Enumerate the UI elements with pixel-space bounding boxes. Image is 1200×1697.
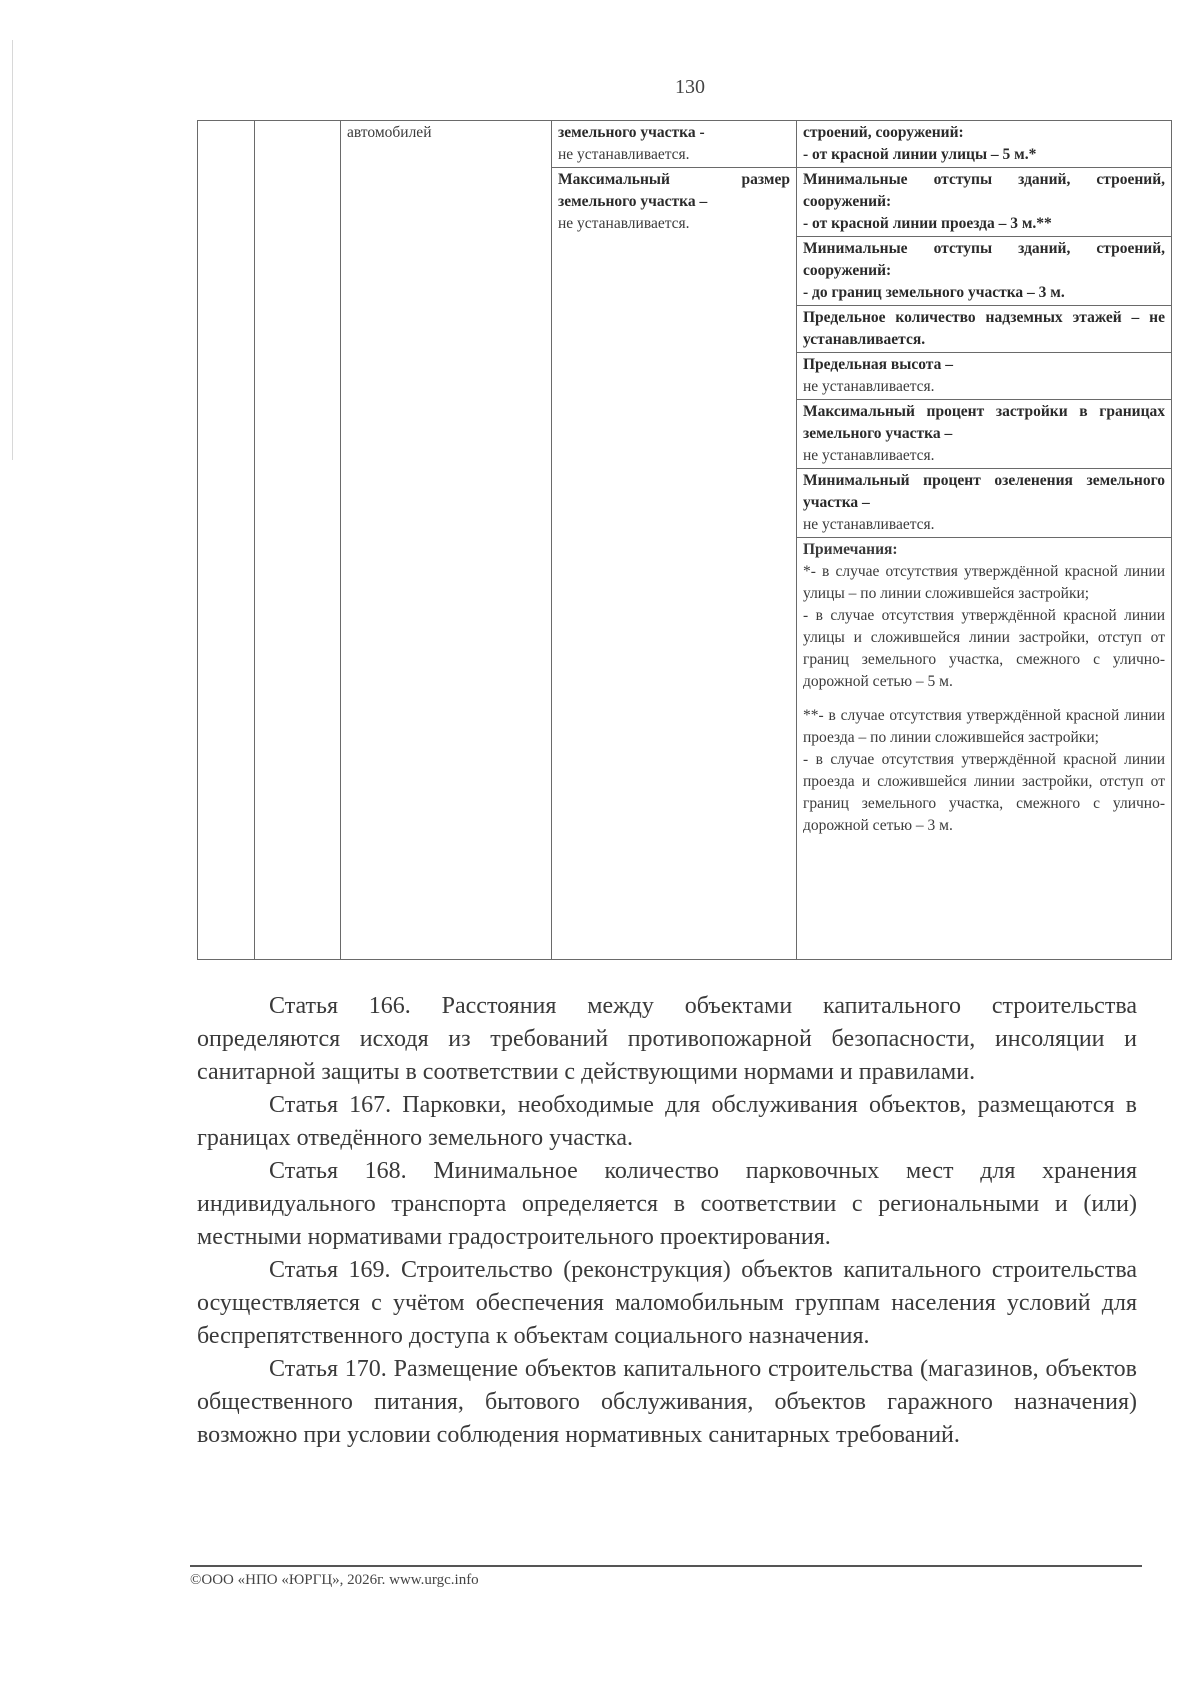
cell-line: - от красной линии проезда – 3 м.**	[803, 215, 1052, 232]
note-paragraph: - в случае отсутствия утверждённой красной линии улицы и сложившейся линии застройки, отступ от границ земельного участка, смежного с улично-дорожной сетью – 5 м.	[803, 607, 1165, 690]
cell-title: Минимальные отступы зданий, строений, сооружений:	[803, 240, 1165, 279]
col4-second-value: не устанавливается.	[558, 215, 690, 232]
col4-cell-second	[552, 168, 797, 960]
notes-title: Примечания:	[803, 541, 898, 558]
col4-second-title: Максимальный размер земельного участка –	[558, 171, 790, 210]
cell-line: не устанавливается.	[803, 516, 935, 533]
col5-cell-3	[797, 237, 1172, 306]
cell-line: - от красной линии улицы – 5 м.*	[803, 146, 1037, 163]
article-paragraph: Статья 170. Размещение объектов капитального строительства (магазинов, объектов общественного питания, бытового обслуживания, объектов гаражного назначения) возможно при условии соблюдения нормативных санитарных требований.	[197, 1356, 1137, 1448]
cell-line: не устанавливается.	[803, 378, 935, 395]
footer-copyright: ©ООО «НПО «ЮРГЦ», 2026г. www.urgc.info	[190, 1572, 479, 1588]
page-number: 130	[675, 76, 705, 98]
table-filler	[797, 959, 1172, 960]
scan-edge-line	[12, 40, 13, 460]
note-paragraph: *- в случае отсутствия утверждённой красной линии улицы – по линии сложившейся застройки;	[803, 563, 1165, 602]
article-paragraph: Статья 168. Минимальное количество парковочных мест для хранения индивидуального транспорта определяется в соответствии с региональными и (или) местными нормативами градостроительного проектирования.	[197, 1158, 1137, 1250]
cell-title: Предельная высота –	[803, 356, 953, 373]
col4-top-title: земельного участка -	[558, 124, 705, 141]
article-paragraph: Статья 169. Строительство (реконструкция) объектов капитального строительства осуществляется с учётом обеспечения маломобильным группам населения условий для беспрепятственного доступа к объектам социального назначения.	[197, 1257, 1137, 1349]
footer-rule	[190, 1565, 1142, 1567]
table-col-3	[341, 121, 552, 960]
note-spacer	[803, 693, 1165, 705]
col5-cell-5	[797, 353, 1172, 400]
cell-title: Минимальный процент озеленения земельного участка –	[803, 472, 1165, 511]
cell-title: Максимальный процент застройки в границах земельного участка –	[803, 403, 1165, 442]
cell-line: не устанавливается.	[803, 447, 935, 464]
cell-title: Минимальные отступы зданий, строений, сооружений:	[803, 171, 1165, 210]
cell-title: строений, сооружений:	[803, 124, 964, 141]
note-paragraph: **- в случае отсутствия утверждённой красной линии проезда – по линии сложившейся застройки;	[803, 707, 1165, 746]
regulations-table	[197, 120, 1172, 960]
col4-top-value: не устанавливается.	[558, 146, 690, 163]
table-col-1	[198, 121, 255, 960]
note-paragraph: - в случае отсутствия утверждённой красной линии проезда и сложившейся линии застройки, отступ от границ земельного участка, смежного с улично-дорожной сетью – 3 м.	[803, 751, 1165, 834]
cell-title: Предельное количество надземных этажей – не устанавливается.	[803, 309, 1165, 348]
notes-cell	[797, 538, 1172, 960]
cell-line: - до границ земельного участка – 3 м.	[803, 284, 1065, 301]
col4-cell-top	[552, 121, 797, 168]
col5-cell-6	[797, 400, 1172, 469]
col5-cell-2	[797, 168, 1172, 237]
col5-cell-1	[797, 121, 1172, 168]
article-paragraph: Статья 167. Парковки, необходимые для обслуживания объектов, размещаются в границах отведённого земельного участка.	[197, 1092, 1137, 1151]
article-paragraph: Статья 166. Расстояния между объектами капитального строительства определяются исходя из требований противопожарной безопасности, инсоляции и санитарной защиты в соответствии с действующими нормами и правилами.	[197, 993, 1137, 1085]
col5-cell-4	[797, 306, 1172, 353]
articles-block	[197, 990, 1137, 1452]
col5-cell-7	[797, 469, 1172, 538]
table-col-2	[255, 121, 341, 960]
vehicle-text: автомобилей	[347, 124, 432, 141]
